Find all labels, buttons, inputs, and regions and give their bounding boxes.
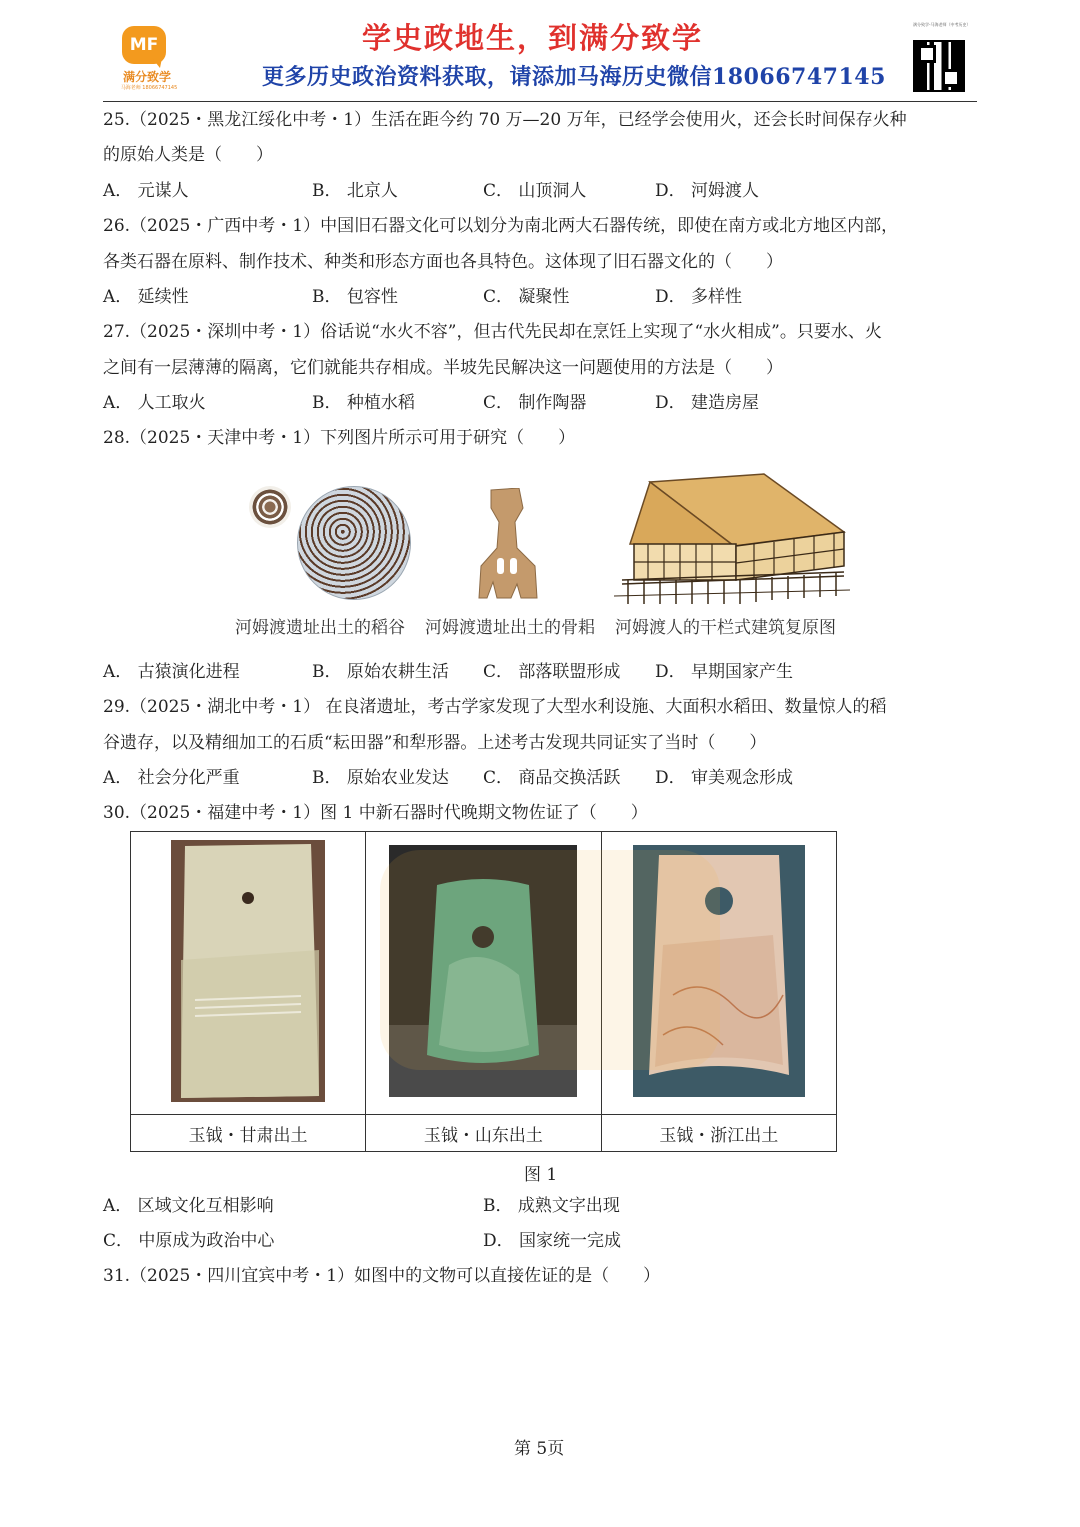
question-30-line-1: 30.（2025・福建中考・1）图 1 中新石器时代晚期文物佐证了（ ） xyxy=(103,803,648,823)
question-25-line-2: 的原始人类是（ ） xyxy=(103,145,273,165)
rice-grain-image xyxy=(297,486,411,600)
jade-axe-zhejiang-image xyxy=(633,845,805,1097)
option-27-d: D． 建造房屋 xyxy=(655,393,760,413)
bone-spade-image xyxy=(477,488,539,600)
figure-1-label: 图 1 xyxy=(524,1165,558,1185)
option-30-c: C． 中原成为政治中心 xyxy=(103,1231,275,1251)
option-29-b: B． 原始农业发达 xyxy=(312,768,449,788)
question-25-line-1: 25.（2025・黑龙江绥化中考・1）生活在距今约 70 万—20 万年，已经学会使用火，还会长时间保存火种 xyxy=(103,110,907,130)
option-29-a: A． 社会分化严重 xyxy=(103,768,240,788)
qr-code-icon[interactable] xyxy=(913,40,965,92)
jade-axe-zhejiang-cell xyxy=(601,832,836,1115)
caption-stilt-house: 河姆渡人的干栏式建筑复原图 xyxy=(615,618,836,638)
option-29-c: C． 商品交换活跃 xyxy=(483,768,621,788)
question-27-line-2: 之间有一层薄薄的隔离，它们就能共存相成。半坡先民解决这一问题使用的方法是（ ） xyxy=(103,358,783,378)
logo-brand: 满分致学 xyxy=(122,70,171,84)
option-27-b: B． 种植水稻 xyxy=(312,393,415,413)
mf-logo xyxy=(116,26,178,92)
option-28-d: D． 早期国家产生 xyxy=(655,662,794,682)
qr-caption: 满分致学-马海老师（中考历史） xyxy=(913,22,971,27)
option-25-c: C． 山顶洞人 xyxy=(483,181,587,201)
jade-axe-shandong-image xyxy=(389,845,577,1097)
page-number: 第 5页 xyxy=(514,1439,565,1459)
question-29-line-1: 29.（2025・湖北中考・1） 在良渚遗址，考古学家发现了大型水利设施、大面积水稻田、数量惊人的稻 xyxy=(103,697,887,717)
option-30-b: B． 成熟文字出现 xyxy=(483,1196,620,1216)
option-25-a: A． 元谋人 xyxy=(103,181,189,201)
option-28-b: B． 原始农耕生活 xyxy=(312,662,449,682)
question-31-line-1: 31.（2025・四川宜宾中考・1）如图中的文物可以直接佐证的是（ ） xyxy=(103,1266,661,1286)
question-29-line-2: 谷遗存，以及精细加工的石质“耘田器”和犁形器。上述考古发现共同证实了当时（ ） xyxy=(103,733,767,753)
option-27-c: C． 制作陶器 xyxy=(483,393,587,413)
logo-mark: MF xyxy=(122,26,166,64)
option-26-a: A． 延续性 xyxy=(103,287,189,307)
caption-bone-spade: 河姆渡遗址出土的骨耜 xyxy=(425,618,595,638)
caption-shandong: 玉钺・山东出土 xyxy=(366,1115,602,1152)
caption-zhejiang: 玉钺・浙江出土 xyxy=(601,1115,836,1152)
caption-rice: 河姆渡遗址出土的稻谷 xyxy=(235,618,405,638)
question-26-line-1: 26.（2025・广西中考・1）中国旧石器文化可以划分为南北两大石器传统，即使在南方或北方地区内部， xyxy=(103,216,899,236)
question-28-line-1: 28.（2025・天津中考・1）下列图片所示可用于研究（ ） xyxy=(103,428,576,448)
figure-1-table xyxy=(130,831,837,1152)
stilt-house-image xyxy=(614,472,850,608)
question-27-line-1: 27.（2025・深圳中考・1）俗话说“水火不容”，但古代先民却在烹饪上实现了“水火相成”。只要水、火 xyxy=(103,322,882,342)
header-contact: 更多历史政治资料获取，请添加马海历史微信18066747145 xyxy=(262,64,886,90)
option-26-b: B． 包容性 xyxy=(312,287,398,307)
header-divider xyxy=(103,101,977,102)
logo-bubble-tail xyxy=(152,58,162,68)
rice-grain-detail-image xyxy=(249,486,291,528)
page-header xyxy=(0,0,1080,102)
question-26-line-2: 各类石器在原料、制作技术、种类和形态方面也各具特色。这体现了旧石器文化的（ ） xyxy=(103,252,783,272)
option-25-d: D． 河姆渡人 xyxy=(655,181,760,201)
jade-axe-gansu-cell xyxy=(131,832,366,1115)
option-26-c: C． 凝聚性 xyxy=(483,287,570,307)
caption-gansu: 玉钺・甘肃出土 xyxy=(131,1115,366,1152)
option-28-c: C． 部落联盟形成 xyxy=(483,662,621,682)
question-28-figure xyxy=(230,470,846,640)
option-25-b: B． 北京人 xyxy=(312,181,398,201)
header-slogan: 学史政地生，到满分致学 xyxy=(362,21,704,55)
jade-axe-gansu-image xyxy=(171,840,325,1102)
option-27-a: A． 人工取火 xyxy=(103,393,206,413)
option-28-a: A． 古猿演化进程 xyxy=(103,662,240,682)
option-26-d: D． 多样性 xyxy=(655,287,743,307)
jade-axe-shandong-cell xyxy=(366,832,602,1115)
option-29-d: D． 审美观念形成 xyxy=(655,768,794,788)
logo-sub: 马海老师 18066747145 xyxy=(120,85,178,91)
option-30-a: A． 区域文化互相影响 xyxy=(103,1196,274,1216)
option-30-d: D． 国家统一完成 xyxy=(483,1231,622,1251)
